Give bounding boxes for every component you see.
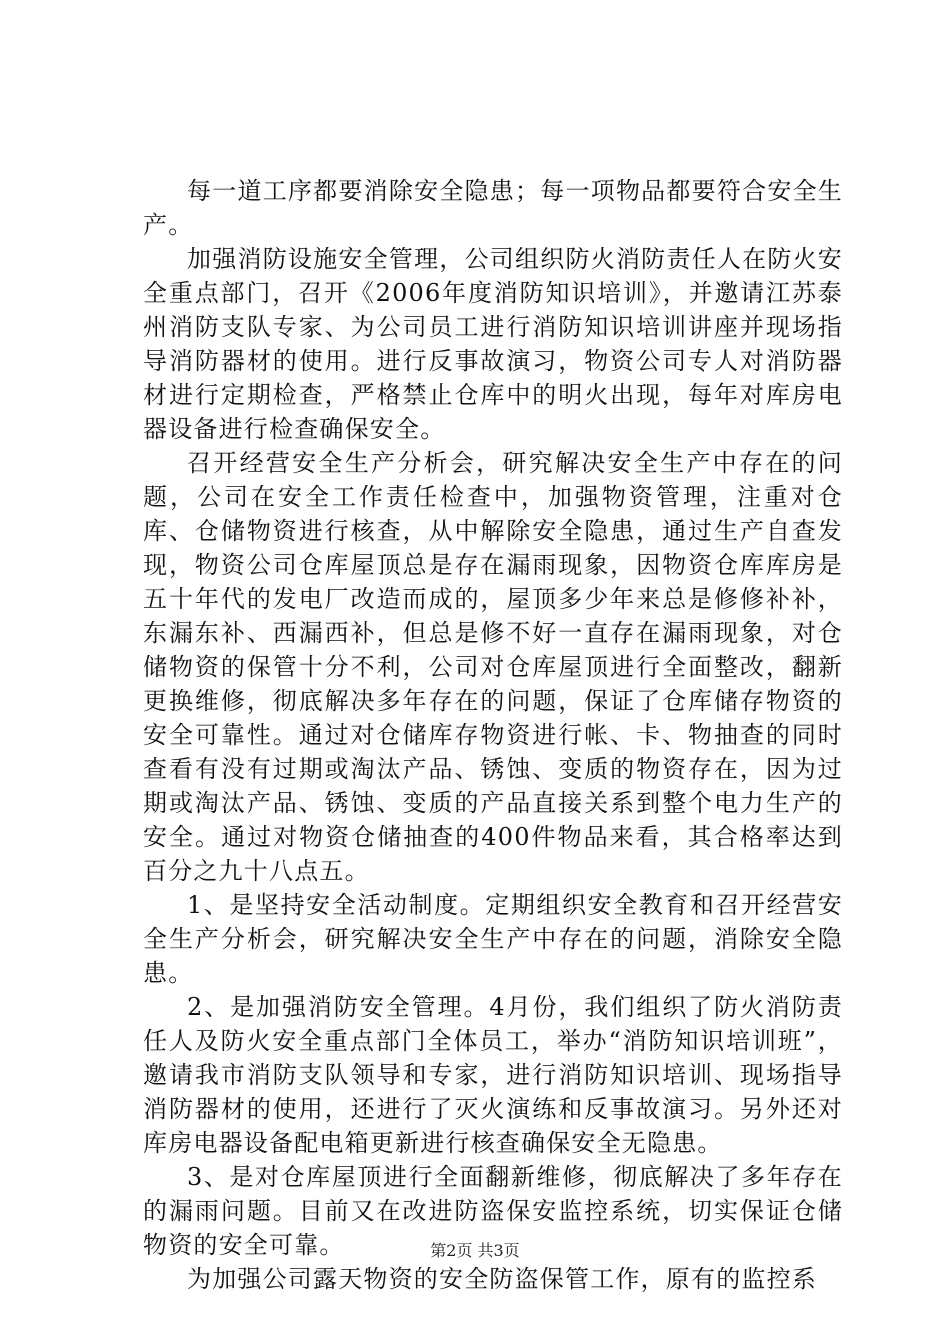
document-body: [143, 174, 843, 1296]
paragraph: 3、是对仓库屋顶进行全面翻新维修，彻底解决了多年存在的漏雨问题。目前又在改进防盗保安监控系统，切实保证仓储物资的安全可靠。: [143, 1163, 843, 1259]
paragraph: 1、是坚持安全活动制度。定期组织安全教育和召开经营安全生产分析会，研究解决安全生产中存在的问题，消除安全隐患。: [143, 891, 843, 987]
paragraph: 为加强公司露天物资的安全防盗保管工作，原有的监控系: [187, 1265, 817, 1293]
paragraph: 每一道工序都要消除安全隐患；每一项物品都要符合安全生产。: [143, 177, 843, 239]
paragraph: 加强消防设施安全管理，公司组织防火消防责任人在防火安全重点部门，召开《2006年度消防知识培训》，并邀请江苏泰州消防支队专家、为公司员工进行消防知识培训讲座并现场指导消防器材的使用。进行反事故演习，物资公司专人对消防器材进行定期检查，严格禁止仓库中的明火出现，每年对库房电器设备进行检查确保安全。: [143, 245, 843, 443]
paragraph: 2、是加强消防安全管理。4月份，我们组织了防火消防责任人及防火安全重点部门全体员工，举办“消防知识培训班”，邀请我市消防支队领导和专家，进行消防知识培训、现场指导消防器材的使用，还进行了灭火演练和反事故演习。另外还对库房电器设备配电箱更新进行核查确保安全无隐患。: [143, 993, 843, 1157]
paragraph: 召开经营安全生产分析会，研究解决安全生产中存在的问题，公司在安全工作责任检查中，加强物资管理，注重对仓库、仓储物资进行核查，从中解除安全隐患，通过生产自查发现，物资公司仓库屋顶总是存在漏雨现象，因物资仓库库房是五十年代的发电厂改造而成的，屋顶多少年来总是修修补补，东漏东补、西漏西补，但总是修不好一直存在漏雨现象，对仓储物资的保管十分不利，公司对仓库屋顶进行全面整改，翻新更换维修，彻底解决多年存在的问题，保证了仓库储存物资的安全可靠性。通过对仓储库存物资进行帐、卡、物抽查的同时查看有没有过期或淘汰产品、锈蚀、变质的物资存在，因为过期或淘汰产品、锈蚀、变质的产品直接关系到整个电力生产的安全。通过对物资仓储抽查的400件物品来看，其合格率达到百分之九十八点五。: [143, 449, 843, 885]
page-number-footer: 第2页 共3页: [430, 1241, 520, 1260]
